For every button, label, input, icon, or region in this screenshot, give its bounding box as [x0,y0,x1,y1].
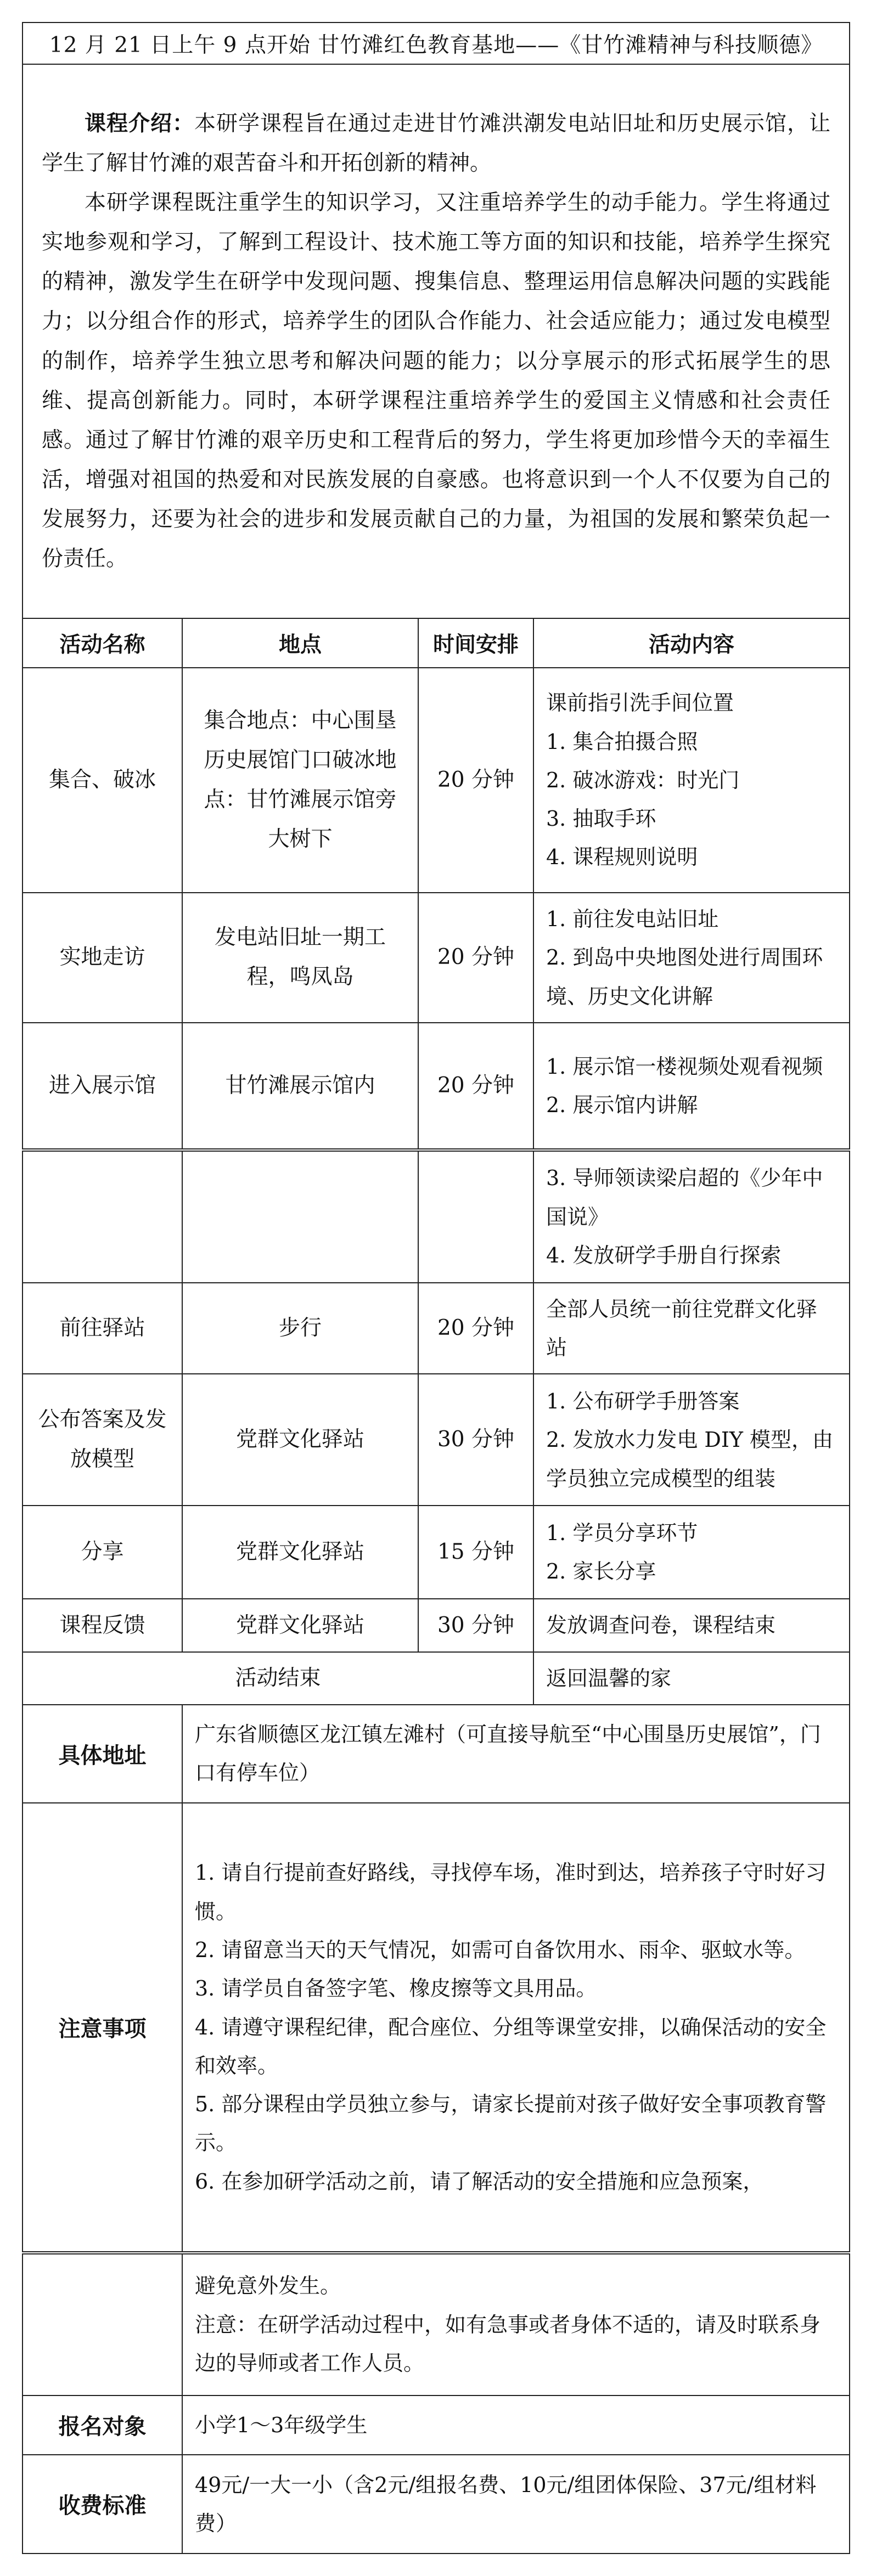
activity-name: 进入展示馆 [23,1023,182,1150]
list-item: 1. 前往发电站旧址 [546,907,719,931]
target-label: 报名对象 [23,2395,182,2455]
intro-paragraph-1: 本研学课程旨在通过走进甘竹滩洪潮发电站旧址和历史展示馆，让学生了解甘竹滩的艰苦奋斗和开拓创新的精神。 [42,111,830,176]
activity-content [533,1023,850,1150]
table-row [23,1150,850,1283]
fee-row [23,2455,850,2554]
list-item: 3. 导师领读梁启超的《少年中国说》 [546,1166,823,1229]
activity-end-label: 活动结束 [23,1652,533,1705]
table-row [23,1023,850,1150]
target-value: 小学1～3年级学生 [182,2395,850,2455]
activity-place: 党群文化驿站 [182,1506,418,1599]
table-header-row [23,618,850,668]
fee-value: 49元/一大一小（含2元/组报名费、10元/组团体保险、37元/组材料费） [182,2455,850,2554]
notice-label-empty [23,2253,182,2395]
activity-name: 分享 [23,1506,182,1599]
activity-place: 党群文化驿站 [182,1374,418,1506]
list-item: 2. 家长分享 [546,1559,656,1584]
header-content: 活动内容 [533,618,850,668]
notice-list-continued [182,2253,850,2395]
activity-end-content: 返回温馨的家 [533,1652,850,1705]
address-value: 广东省顺德区龙江镇左滩村（可直接导航至“中心围垦历史展馆”，门口有停车位） [182,1705,850,1803]
activity-time: 20 分钟 [418,668,533,893]
notice-row [23,1803,850,2253]
activity-content [533,893,850,1023]
list-item: 2. 到岛中央地图处进行周围环境、历史文化讲解 [546,945,823,1008]
activity-time [418,1150,533,1283]
activity-name: 前往驿站 [23,1283,182,1374]
list-item: 1. 学员分享环节 [546,1521,698,1546]
activity-time: 20 分钟 [418,1283,533,1374]
list-item: 3. 抽取手环 [546,807,656,831]
list-item: 1. 请自行提前查好路线，寻找停车场，准时到达，培养孩子守时好习惯。 [195,1861,827,1924]
list-item: 2. 请留意当天的天气情况，如需可自备饮用水、雨伞、驱蚊水等。 [195,1937,806,1962]
activity-time: 30 分钟 [418,1374,533,1506]
target-row [23,2395,850,2455]
header-place: 地点 [182,618,418,668]
intro-label: 课程介绍： [85,110,194,136]
list-item: 2. 展示馆内讲解 [546,1092,698,1117]
address-row [23,1705,850,1803]
activity-content [533,1374,850,1506]
schedule-table [22,22,850,2554]
header-time: 时间安排 [418,618,533,668]
activity-name: 公布答案及发放模型 [23,1374,182,1506]
activity-place: 甘竹滩展示馆内 [182,1023,418,1150]
list-item: 2. 破冰游戏：时光门 [546,768,740,792]
table-row [23,668,850,893]
document-page [22,22,849,2554]
list-item: 1. 集合拍摄合照 [546,729,698,754]
notice-list [182,1803,850,2253]
document-title: 12 月 21 日上午 9 点开始 甘竹滩红色教育基地——《甘竹滩精神与科技顺德》 [23,22,850,64]
activity-name: 课程反馈 [23,1599,182,1651]
course-intro [23,64,850,618]
activity-place: 集合地点：中心围垦历史展馆门口破冰地点：甘竹滩展示馆旁大树下 [182,668,418,893]
table-row [23,893,850,1023]
list-item: 全部人员统一前往党群文化驿站 [546,1297,818,1360]
activity-name [23,1150,182,1283]
header-activity-name: 活动名称 [23,618,182,668]
activity-content [533,1283,850,1374]
activity-time: 20 分钟 [418,893,533,1023]
notice-continued-row [23,2253,850,2395]
activity-place: 步行 [182,1283,418,1374]
table-row [23,1506,850,1599]
activity-time: 30 分钟 [418,1599,533,1651]
list-item: 发放调查问卷，课程结束 [546,1613,776,1638]
list-item: 5. 部分课程由学员独立参与，请家长提前对孩子做好安全事项教育警示。 [195,2092,827,2155]
activity-time: 20 分钟 [418,1023,533,1150]
activity-content [533,1506,850,1599]
list-item: 2. 发放水力发电 DIY 模型，由学员独立完成模型的组装 [546,1428,834,1491]
list-item: 3. 请学员自备签字笔、橡皮擦等文具用品。 [195,1976,597,2001]
intro-row [23,64,850,618]
list-item: 注意：在研学活动过程中，如有急事或者身体不适的，请及时联系身边的导师或者工作人员。 [195,2312,821,2375]
fee-label: 收费标准 [23,2455,182,2554]
address-label: 具体地址 [23,1705,182,1803]
activity-name: 集合、破冰 [23,668,182,893]
list-item: 4. 发放研学手册自行探索 [546,1243,782,1268]
list-item: 6. 在参加研学活动之前，请了解活动的安全措施和应急预案， [195,2169,764,2194]
table-row [23,1599,850,1651]
table-row [23,1283,850,1374]
activity-time: 15 分钟 [418,1506,533,1599]
activity-place: 发电站旧址一期工程，鸣凤岛 [182,893,418,1023]
table-row [23,1374,850,1506]
activity-place [182,1150,418,1283]
list-item: 1. 展示馆一楼视频处观看视频 [546,1054,823,1079]
intro-paragraph-2: 本研学课程既注重学生的知识学习，又注重培养学生的动手能力。学生将通过实地参观和学习，了解到工程设计、技术施工等方面的知识和技能，培养学生探究的精神，激发学生在研学中发现问题、搜集信息、整理运用信息解决问题的实践能力；以分组合作的形式，培养学生的团队合作能力、社会适应能力；通过发电模型的制作，培养学生独立思考和解决问题的能力；以分享展示的形式拓展学生的思维、提高创新能力。同时，本研学课程注重培养学生的爱国主义情感和社会责任感。通过了解甘竹滩的艰辛历史和工程背后的努力，学生将更加珍惜今天的幸福生活，增强对祖国的热爱和对民族发展的自豪感。也将意识到一个人不仅要为自己的发展努力，还要为社会的进步和发展贡献自己的力量，为祖国的发展和繁荣负起一份责任。 [42,190,831,572]
list-item: 4. 请遵守课程纪律，配合座位、分组等课堂安排，以确保活动的安全和效率。 [195,2015,827,2078]
activity-content [533,668,850,893]
activity-content [533,1150,850,1283]
title-row [23,22,850,64]
table-row [23,1652,850,1705]
list-item: 课前指引洗手间位置 [546,691,734,715]
list-item: 避免意外发生。 [195,2274,341,2298]
notice-label: 注意事项 [23,1803,182,2253]
list-item: 1. 公布研学手册答案 [546,1389,740,1414]
activity-name: 实地走访 [23,893,182,1023]
list-item: 4. 课程规则说明 [546,845,698,870]
activity-content [533,1599,850,1651]
activity-place: 党群文化驿站 [182,1599,418,1651]
